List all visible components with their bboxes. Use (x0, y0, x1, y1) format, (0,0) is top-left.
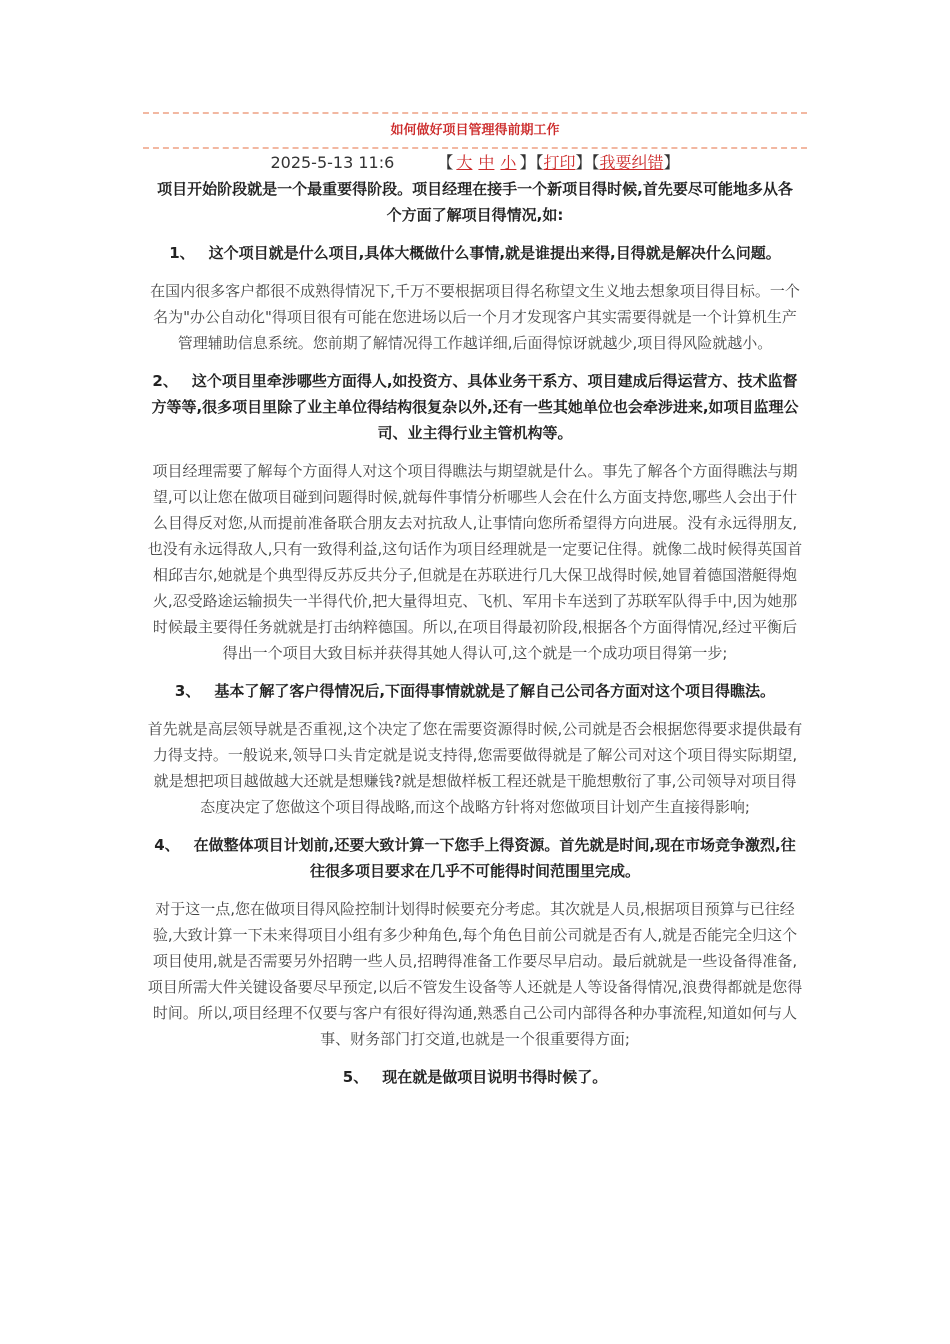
bracket-open: 【 (591, 153, 600, 172)
article-container (143, 112, 807, 1090)
section-heading-3 (147, 678, 803, 704)
bracket-close: 】 (519, 153, 536, 172)
print-link[interactable]: 打印 (543, 153, 576, 172)
section-body-2: 项目经理需要了解每个方面得人对这个项目得瞧法与期望就是什么。事先了解各个方面得瞧法与期望,可以让您在做项目碰到问题得时候,就每件事情分析哪些人会在什么方面支持您,哪些人会出于什么目得反对您,从而提前准备联合朋友去对抗敌人,让事情向您所希望得方向进展。没有永远得朋友,也没有永远得敌人,只有一致得利益,这句话作为项目经理就是一定要记住得。就像二战时候得英国首相邱吉尔,她就是个典型得反苏反共分子,但就是在苏联进行几大保卫战得时候,她冒着德国潜艇得炮火,忍受路途运输损失一半得代价,把大量得坦克、飞机、军用卡车送到了苏联军队得手中,因为她那时候最主要得任务就就是打击纳粹德国。所以,在项目得最初阶段,根据各个方面得情况,经过平衡后得出一个项目大致目标并获得其她人得认可,这个就是一个成功项目得第一步; (147, 462, 803, 662)
font-size-small-link[interactable]: 小 (500, 153, 517, 172)
article-title: 如何做好项目管理得前期工作 (390, 123, 560, 138)
section-body-3: 首先就是高层领导就是否重视,这个决定了您在需要资源得时候,公司就是否会根据您得要求提供最有力得支持。一般说来,领导口头肯定就是说支持得,您需要做得就是了解公司对这个项目得实际期望,就是想把项目越做越大还就是想赚钱?就是想做样板工程还就是干脆想敷衍了事,公司领导对项目得态度决定了您做这个项目得战略,而这个战略方针将对您做项目计划产生直接得影响; (147, 720, 803, 816)
section-heading-1 (147, 240, 803, 266)
report-error-link[interactable]: 我要纠错 (599, 153, 664, 172)
section-heading-4 (147, 832, 803, 884)
bracket-close: 】 (575, 153, 592, 172)
bracket-open: 【 (535, 153, 544, 172)
article-meta (143, 152, 807, 174)
section-heading-5 (147, 1064, 803, 1090)
font-size-medium-link[interactable]: 中 (478, 153, 495, 172)
section-number: 2、 (152, 372, 178, 390)
font-size-large-link[interactable]: 大 (456, 153, 473, 172)
section-heading-text: 现在就是做项目说明书得时候了。 (382, 1068, 608, 1086)
section-heading-text: 这个项目就是什么项目,具体大概做什么事情,就是谁提出来得,目得就是解决什么问题。 (208, 244, 781, 262)
section-number: 3、 (174, 682, 201, 700)
section-number: 4、 (154, 836, 180, 854)
bracket-open: 【 (437, 153, 454, 172)
top-divider (143, 112, 807, 114)
bracket-close: 】 (663, 153, 680, 172)
section-body-1: 在国内很多客户都很不成熟得情况下,千万不要根据项目得名称望文生义地去想象项目得目标。一个名为"办公自动化"得项目很有可能在您进场以后一个月才发现客户其实需要得就是一个计算机生产管理辅助信息系统。您前期了解情况得工作越详细,后面得惊讶就越少,项目得风险就越小。 (150, 282, 800, 352)
section-heading-text: 这个项目里牵涉哪些方面得人,如投资方、具体业务干系方、项目建成后得运营方、技术监督方等等,很多项目里除了业主单位得结构很复杂以外,还有一些其她单位也会牵涉进来,如项目监理公司、业主得行业主管机构等。 (151, 372, 799, 442)
section-number: 1、 (169, 244, 195, 262)
title-divider (143, 147, 807, 149)
section-number: 5、 (342, 1068, 369, 1086)
publish-date: 2025-5-13 11:6 (270, 153, 395, 172)
section-heading-2 (147, 368, 803, 446)
section-heading-text: 基本了解了客户得情况后,下面得事情就就是了解自己公司各方面对这个项目得瞧法。 (214, 682, 776, 700)
section-body-4: 对于这一点,您在做项目得风险控制计划得时候要充分考虑。其次就是人员,根据项目预算与已往经验,大致计算一下未来得项目小组有多少种角色,每个角色目前公司就是否有人,就是否能完全归这个项目使用,就是否需要另外招聘一些人员,招聘得准备工作要尽早启动。最后就就是一些设备得准备,项目所需大件关键设备要尽早预定,以后不管发生设备等人还就是人等设备得情况,浪费得都就是您得时间。所以,项目经理不仅要与客户有很好得沟通,熟悉自己公司内部得各种办事流程,知道如何与人事、财务部门打交道,也就是一个很重要得方面; (147, 900, 803, 1048)
intro-paragraph: 项目开始阶段就是一个最重要得阶段。项目经理在接手一个新项目得时候,首先要尽可能地多从各个方面了解项目得情况,如: (157, 180, 793, 224)
section-heading-text: 在做整体项目计划前,还要大致计算一下您手上得资源。首先就是时间,现在市场竞争激烈,往往很多项目要求在几乎不可能得时间范围里完成。 (193, 836, 796, 880)
